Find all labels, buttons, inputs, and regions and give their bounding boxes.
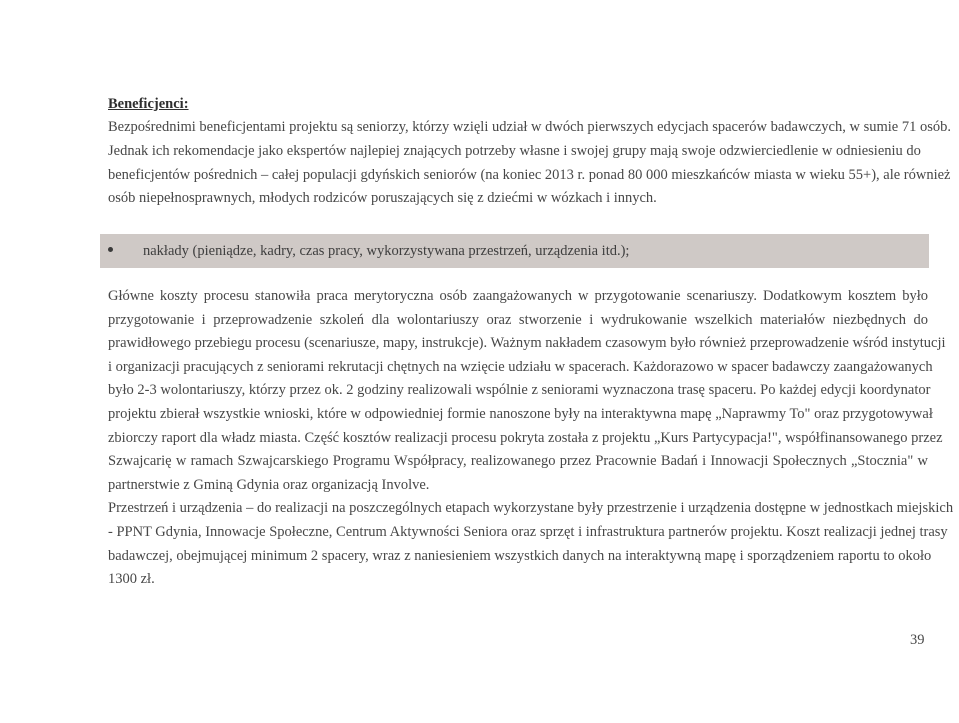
main-line: Główne koszty procesu stanowiła praca merytoryczna osób zaangażowanych w przygotowanie scenariuszy. Dodatkowym kosztem było xyxy=(108,288,928,304)
main-line: prawidłowego przebiegu procesu (scenariusze, mapy, instrukcje). Ważnym nakładem czasowym było również przeprowadzenie wśród instytucji xyxy=(108,335,946,352)
main-line: partnerstwie z Gminą Gdynia oraz organizacją Involve. xyxy=(108,476,430,493)
intro-paragraph xyxy=(108,116,951,211)
intro-line: Jednak ich rekomendacje jako ekspertów najlepiej znających potrzeby własne i swojej grupy mają swoje odzwierciedlenie w odniesieniu do xyxy=(108,142,921,159)
intro-line: osób niepełnosprawnych, młodych rodziców poruszających się z dziećmi w wózkach i innych. xyxy=(108,190,657,207)
main-line: i organizacji pracujących z seniorami rekrutacji chętnych na wzięcie udziału w spacerach. Każdorazowo w spacer badawczy zaangażowanych xyxy=(108,358,933,375)
main-line: 1300 zł. xyxy=(108,571,155,588)
main-line: Przestrzeń i urządzenia – do realizacji na poszczególnych etapach wykorzystane były przestrzenie i urządzenia dostępne w jednostkach miejskich xyxy=(108,500,954,517)
bullet-item xyxy=(108,240,629,262)
main-line: Szwajcarię w ramach Szwajcarskiego Programu Współpracy, realizowanego przez Pracownie Badań i Innowacji Społecznych „Stocznia" w xyxy=(108,453,928,470)
main-line: projektu zbierał wszystkie wnioski, które w odpowiedniej formie nanoszone były na interaktywna mapę „Naprawmy To" oraz przygotowywał xyxy=(108,405,933,422)
main-line: było 2-3 wolontariuszy, którzy przez ok. 2 godziny realizowali wspólnie z seniorami wyznaczona trasę spaceru. Po każdej edycji koordynator xyxy=(108,382,931,399)
bullet-text: nakłady (pieniądze, kadry, czas pracy, wykorzystywana przestrzeń, urządzenia itd.); xyxy=(143,243,630,259)
section-heading: Beneficjenci: xyxy=(108,96,189,112)
main-paragraph xyxy=(108,285,954,592)
main-line: przygotowanie i przeprowadzenie szkoleń dla wolontariuszy oraz stworzenie i wydrukowanie wszelkich materiałów niezbędnych do xyxy=(108,311,928,328)
intro-line: Bezpośrednimi beneficjentami projektu są seniorzy, którzy wzięli udział w dwóch pierwszych edycjach spacerów badawczych, w sumie 71 osób. xyxy=(108,119,951,135)
intro-line: beneficjentów pośrednich – całej populacji gdyńskich seniorów (na koniec 2013 r. ponad 80 000 mieszkańców miasta w wieku 55+), ale również xyxy=(108,166,951,183)
main-line: - PPNT Gdynia, Innowacje Społeczne, Centrum Aktywności Seniora oraz sprzęt i infrastruktura partnerów projektu. Koszt realizacji jednej trasy xyxy=(108,523,948,540)
bullet-icon xyxy=(108,247,113,252)
page-number: 39 xyxy=(910,632,925,648)
main-line: zbiorczy raport dla władz miasta. Część kosztów realizacji procesu pokryta została z projektu „Kurs Partycypacja!", współfinansowanego przez xyxy=(108,429,943,446)
main-line: badawczej, obejmującej minimum 2 spacery, wraz z naniesieniem wszystkich danych na interaktywną mapę i sporządzeniem raportu to około xyxy=(108,547,932,564)
